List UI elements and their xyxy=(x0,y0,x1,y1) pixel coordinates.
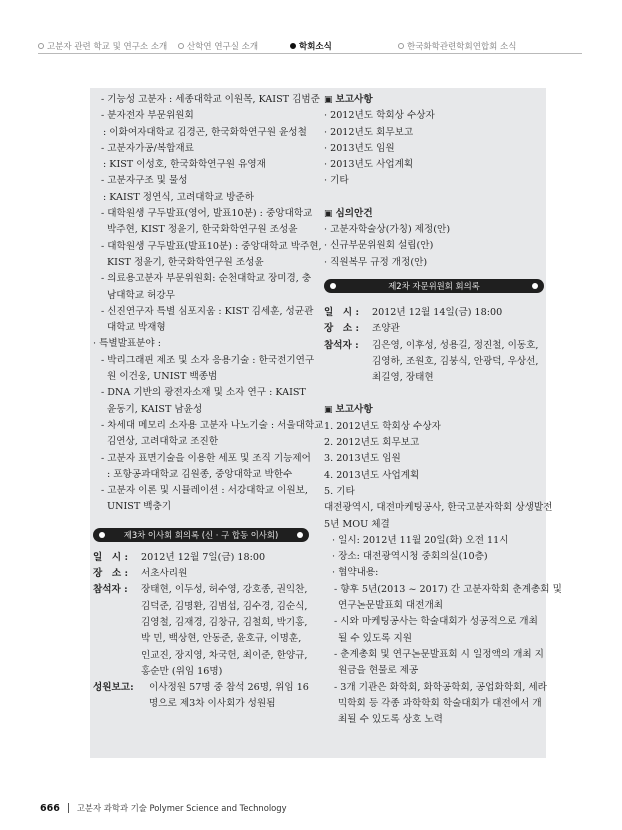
list-item: 4. 2013년도 사업계획 xyxy=(324,469,420,481)
page-number: 666 xyxy=(40,802,60,814)
text-line: 대학교 박재형 xyxy=(107,322,166,334)
text-line: - 고분자구조 및 물성 xyxy=(101,175,188,187)
place-row xyxy=(324,321,544,337)
circle-icon xyxy=(38,43,44,49)
text-line: KIST 정윤기, 한국화학연구원 조성윤 xyxy=(107,256,264,268)
heading-text: 보고사항 xyxy=(335,404,373,416)
text-line: 믹학회 등 각종 과학학회 학술대회가 대전에서 개 xyxy=(338,697,542,709)
text-line: - 향후 5년(2013 ~ 2017) 간 고분자학회 춘계총회 및 xyxy=(334,583,562,595)
text-line: 5년 MOU 체결 xyxy=(324,518,390,530)
text-line: - 대학원생 구두발표(발표10분) : 중앙대학교 박주현, xyxy=(101,240,322,252)
list-item: · 기타 xyxy=(324,175,349,187)
list-item: · 2012년도 학회상 수상자 xyxy=(324,110,435,122)
heading-text: 보고사항 xyxy=(335,94,373,105)
attendees-value: 장태현, 이두성, 허수영, 강호종, 권익찬, 김덕준, 김명환, 김범섭, 김수경, 김순식, 김영철, 김재경, 김창규, 김철희, 박기홍, 박 민, 백상현, 안동준, 윤호규, 이명훈, 인교진, 장지영, 차국헌, 최이준, 한양규, 홍순만 (위임 16명) xyxy=(141,584,308,677)
section-heading xyxy=(324,402,544,418)
section-heading xyxy=(324,92,544,108)
text-line: 김연상, 고려대학교 조진한 xyxy=(107,436,219,448)
right-column xyxy=(324,92,562,728)
nav-item-label: 산학연 연구실 소개 xyxy=(187,42,259,52)
quorum-row xyxy=(93,680,309,713)
text-line: - 차세대 메모리 소자용 고분자 나노기술 : 서울대학교 xyxy=(101,419,324,431)
text-line: : 이화여자대학교 김경곤, 한국화학연구원 윤성철 xyxy=(103,126,307,138)
text-line: · 특별발표분야 : xyxy=(93,338,161,350)
nav-item-labs[interactable] xyxy=(178,40,261,52)
place-label: 장 소 : xyxy=(324,323,360,335)
circle-icon xyxy=(398,43,404,49)
list-item: 2. 2012년도 회무보고 xyxy=(324,437,420,449)
text-line: - 박리그래핀 제조 및 소자 응용기술 : 한국전기연구 xyxy=(101,354,315,366)
date-row xyxy=(324,305,544,321)
footer-divider xyxy=(68,803,69,813)
list-item: 1. 2012년도 학회상 수상자 xyxy=(324,420,441,432)
attendees-row xyxy=(324,338,544,387)
text-line: UNIST 백충기 xyxy=(107,501,172,513)
attendees-label: 참석자 : xyxy=(93,584,128,596)
journal-name: 고분자 과학과 기술 Polymer Science and Technology xyxy=(76,803,287,813)
list-item: · 신규부문위원회 설립(안) xyxy=(324,240,434,252)
place-label: 장 소 : xyxy=(93,568,129,580)
list-item: · 장소: 대전광역시청 중회의실(10층) xyxy=(332,551,488,563)
quorum-value: 이사정원 57명 중 참석 26명, 위임 16명으로 제3차 이사회가 성원됨 xyxy=(149,682,309,710)
text-line: : KAIST 정연식, 고려대학교 방준하 xyxy=(103,191,254,203)
page-footer xyxy=(40,802,287,814)
text-line: - 신진연구자 특별 심포지움 : KIST 김세훈, 성균관 xyxy=(101,305,314,317)
section-nav xyxy=(0,40,622,56)
square-bullet-icon: ▣ xyxy=(324,405,333,416)
text-line: 남대학교 허강무 xyxy=(107,289,175,301)
text-line: - 고분자가공/복합재료 xyxy=(101,142,194,154)
quorum-label: 성원보고: xyxy=(93,682,134,694)
nav-item-label: 고분자 관련 학교 및 연구소 소개 xyxy=(47,42,168,52)
section-title-bar xyxy=(93,528,309,542)
bullet-icon xyxy=(330,283,336,289)
bullet-icon xyxy=(99,532,105,538)
text-line: 최될 수 있도록 상호 노력 xyxy=(338,714,443,726)
attendees-value: 김은영, 이후성, 성용길, 정진철, 이동호, 김영하, 조원호, 김붕식, 안광덕, 우상선, 최길영, 장태현 xyxy=(372,339,539,384)
list-item: · 고분자학술상(가칭) 제정(안) xyxy=(324,224,451,236)
text-line: 연구논문발표회 대전개최 xyxy=(338,600,443,612)
text-line: - 춘계총회 및 연구논문발표회 시 일정액의 개최 지 xyxy=(334,648,544,660)
date-value: 2012년 12월 7일(금) 18:00 xyxy=(141,551,266,563)
list-item: · 일시: 2012년 11월 20일(화) 오전 11시 xyxy=(332,534,509,546)
text-line: 될 수 있도록 지원 xyxy=(338,632,413,644)
attendees-row xyxy=(93,582,309,680)
text-line: - 기능성 고분자 : 세종대학교 이원목, KAIST 김범준 xyxy=(101,94,320,105)
text-line: - 시와 마케팅공사는 학술대회가 성공적으로 개최 xyxy=(334,616,538,628)
date-value: 2012년 12월 14일(금) 18:00 xyxy=(372,306,503,318)
nav-item-society-news[interactable] xyxy=(290,40,335,52)
text-line: 대전광역시, 대전마케팅공사, 한국고분자학회 상생발전 xyxy=(324,502,553,514)
date-label: 일 시 : xyxy=(324,306,360,318)
section-heading xyxy=(324,206,544,222)
date-label: 일 시 : xyxy=(93,551,129,563)
place-value: 서초사리원 xyxy=(141,568,188,580)
text-line: - DNA 기반의 광전자소재 및 소자 연구 : KAIST xyxy=(101,387,306,399)
section-title-bar xyxy=(324,279,544,293)
nav-item-label: 학회소식 xyxy=(299,42,332,52)
text-line: - 고분자 표면기술을 이용한 세포 및 조직 기능제어 xyxy=(101,452,311,464)
bullet-icon xyxy=(297,532,303,538)
left-column xyxy=(93,92,324,713)
place-row xyxy=(93,566,309,582)
date-row xyxy=(93,550,309,566)
text-line: - 분자전자 부문위원회 xyxy=(101,110,194,122)
text-line: : KIST 이성호, 한국화학연구원 유영재 xyxy=(103,159,266,171)
bullet-icon xyxy=(532,283,538,289)
text-line: : 포항공과대학교 김원종, 중앙대학교 박한수 xyxy=(107,468,293,480)
filled-circle-icon xyxy=(290,43,296,49)
square-bullet-icon: ▣ xyxy=(324,95,333,105)
nav-item-federation-news[interactable] xyxy=(398,40,519,52)
text-line: 원 이건웅, UNIST 백종범 xyxy=(107,371,218,383)
meeting-title: 제3차 이사회 회의록 (신 · 구 합동 이사회) xyxy=(123,529,279,540)
text-line: 박주현, KIST 정윤기, 한국화학연구원 조성윤 xyxy=(107,224,298,236)
circle-icon xyxy=(178,43,184,49)
nav-item-schools[interactable] xyxy=(38,40,170,52)
text-line: - 고분자 이론 및 시뮬레이션 : 서강대학교 이원보, xyxy=(101,485,308,497)
heading-text: 심의안건 xyxy=(335,207,373,219)
text-line: - 3개 기관은 화학회, 화학공학회, 공업화학회, 세라 xyxy=(334,681,547,693)
square-bullet-icon: ▣ xyxy=(324,208,333,219)
list-item: 3. 2013년도 임원 xyxy=(324,453,401,465)
list-item: · 2012년도 회무보고 xyxy=(324,126,414,138)
text-line: 윤동기, KAIST 남윤성 xyxy=(107,403,203,415)
nav-item-label: 한국화학관련학회연합회 소식 xyxy=(407,42,517,52)
list-item: · 협약내용: xyxy=(332,567,379,579)
meeting-title: 제2차 자문위원회 회의록 xyxy=(388,280,480,291)
text-line: - 대학원생 구두발표(영어, 발표10분) : 중앙대학교 xyxy=(101,208,313,220)
list-item: · 직원복무 규정 개정(안) xyxy=(324,256,428,268)
list-item: · 2013년도 사업계획 xyxy=(324,159,414,171)
text-line: - 의료용고분자 부문위원회: 순천대학교 장미경, 충 xyxy=(101,273,312,285)
list-item: 5. 기타 xyxy=(324,485,355,497)
text-line: 원금을 현물로 제공 xyxy=(338,665,419,677)
list-item: · 2013년도 임원 xyxy=(324,142,395,154)
attendees-label: 참석자 : xyxy=(324,339,359,351)
nav-divider-line xyxy=(38,53,582,54)
place-value: 조양관 xyxy=(372,323,400,335)
